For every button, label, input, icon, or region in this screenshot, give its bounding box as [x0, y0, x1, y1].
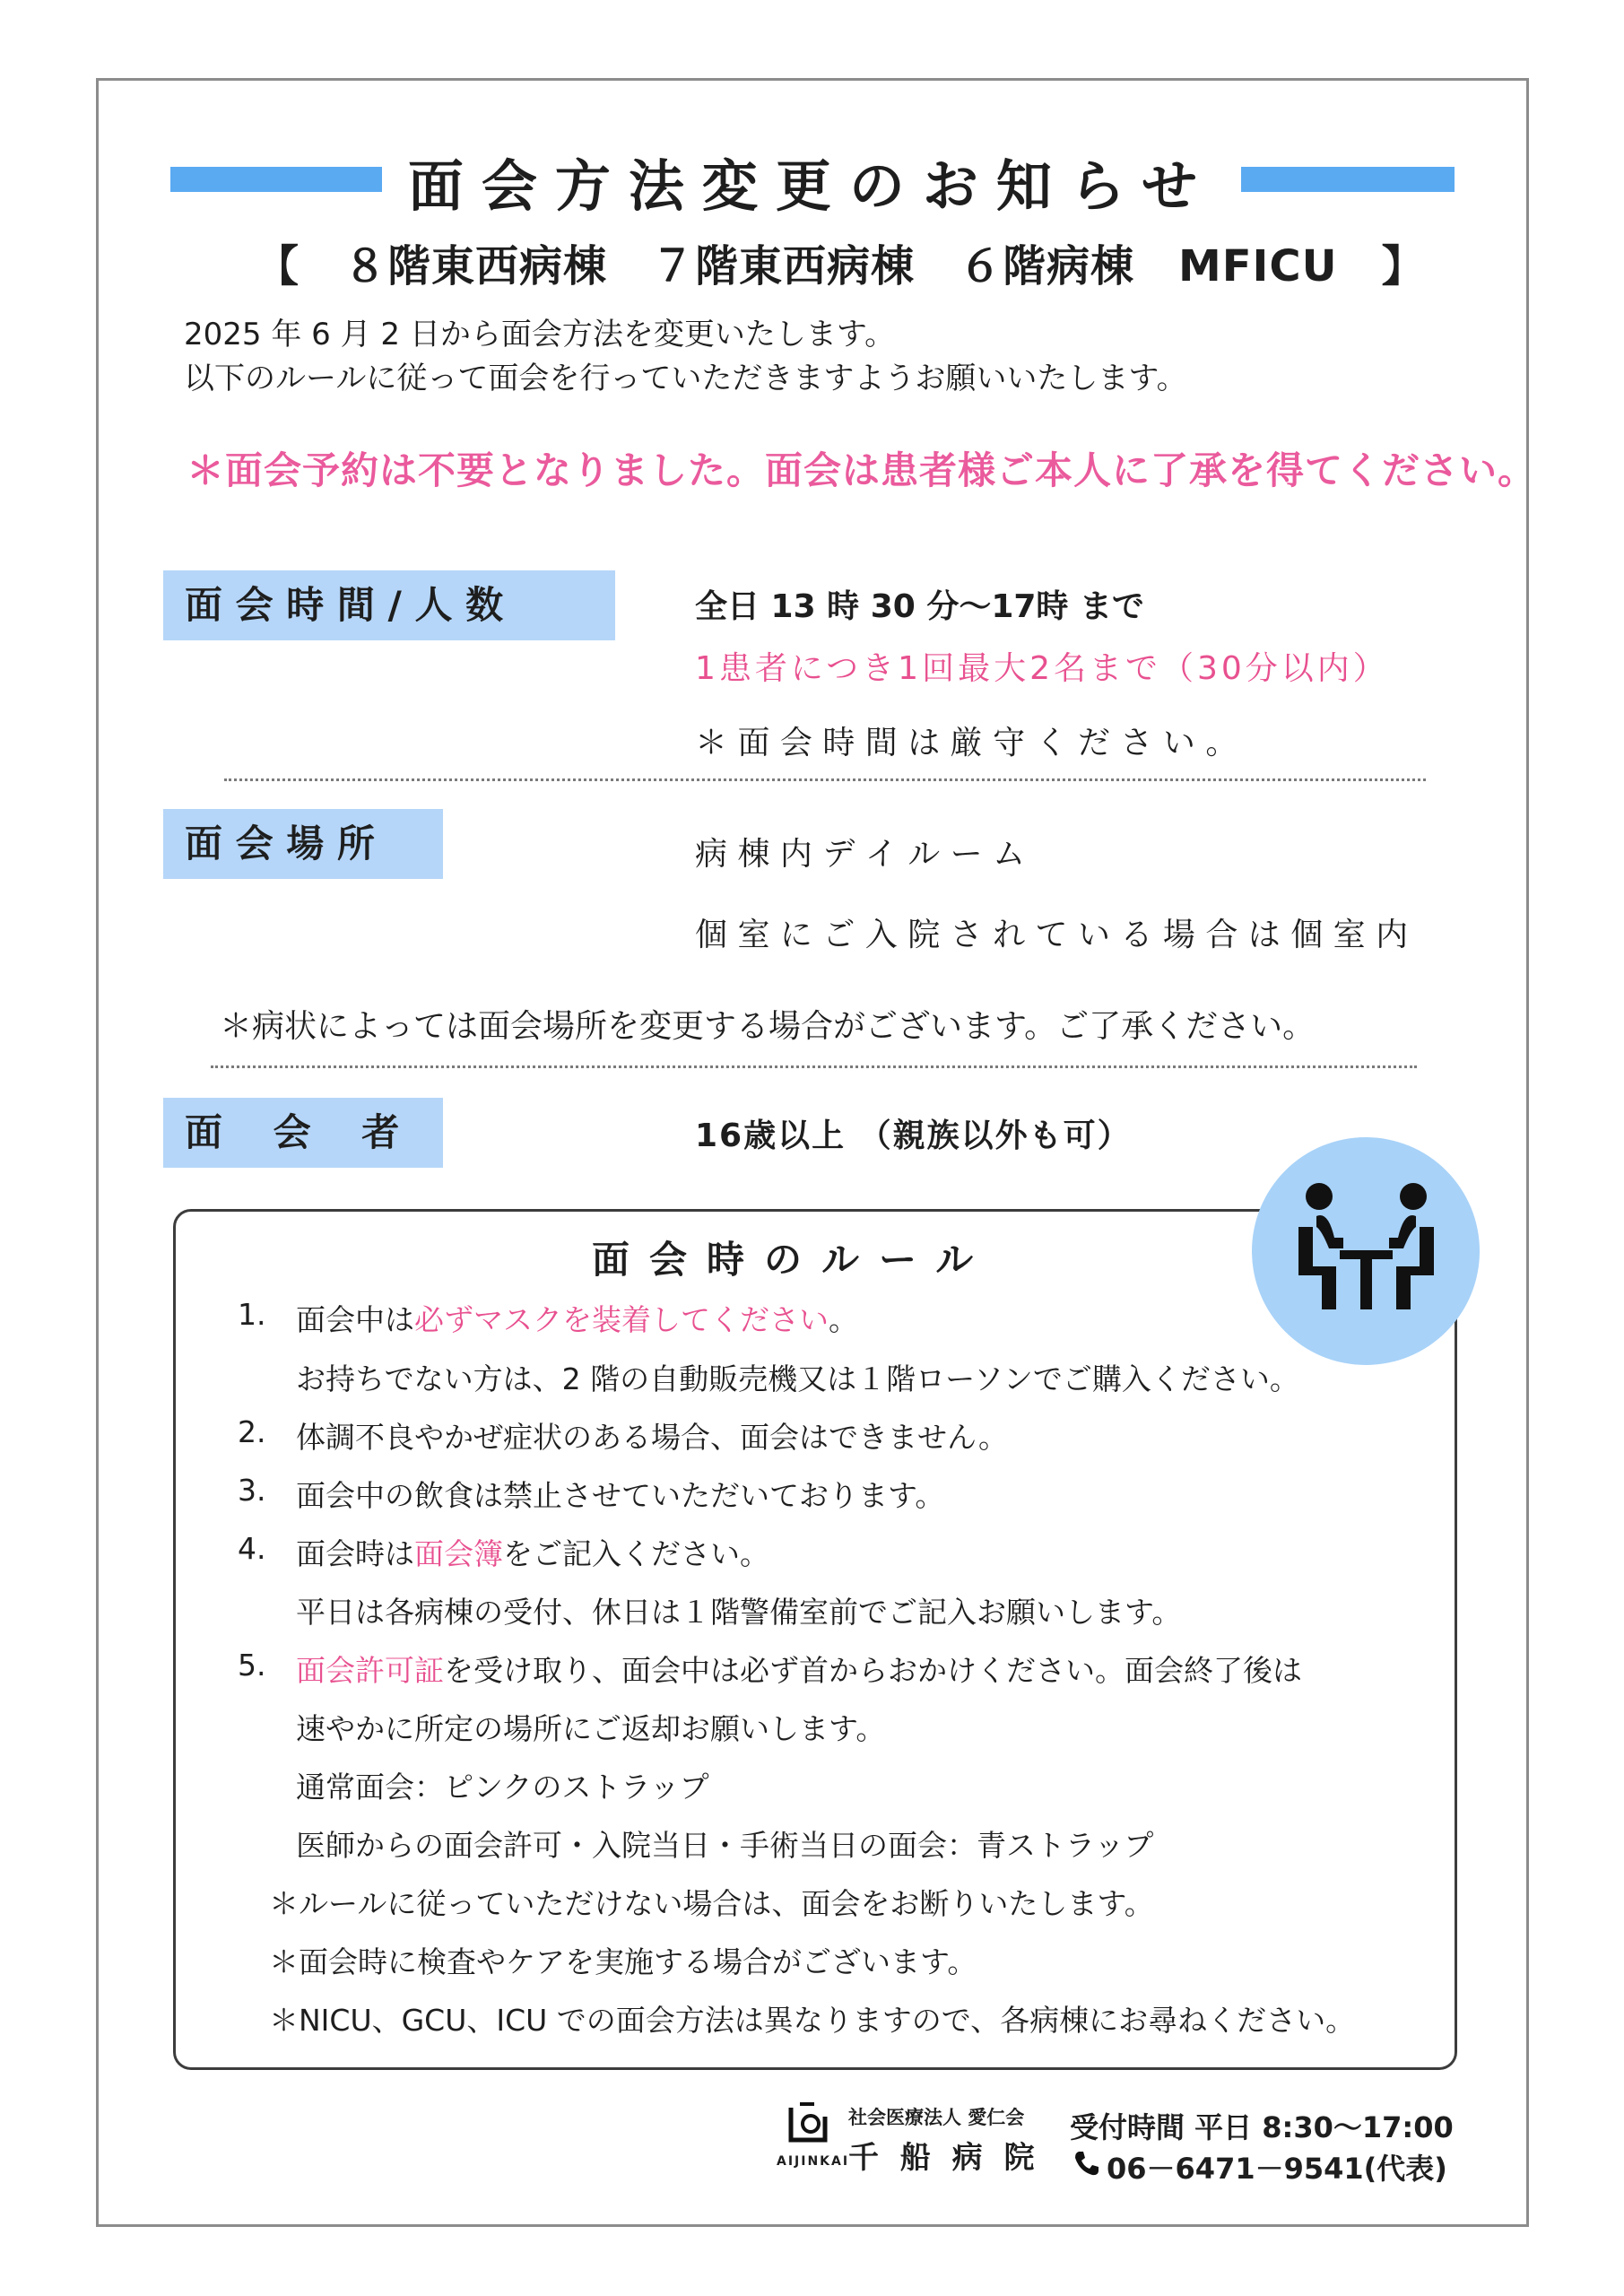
rules-note-2: ＊面会時に検査やケアを実施する場合がございます。: [269, 1944, 977, 1979]
section-label-hours: 面 会 時 間 / 人 数: [163, 570, 615, 640]
rule-3-number: 3.: [238, 1473, 266, 1508]
rules-note-3: ＊NICU、GCU、ICU での面会方法は異なりますので、各病棟にお尋ねください。: [269, 2003, 1356, 2038]
divider-1: [224, 778, 1426, 781]
org-name: 社会医療法人 愛仁会: [848, 2107, 1025, 2128]
section-label-place: 面 会 場 所: [163, 809, 443, 879]
hours-note: ＊ 面 会 時 間 は 厳 守 く だ さ い 。: [695, 725, 1238, 761]
rule-3-text: 面会中の飲食は禁止させていただいております。: [296, 1478, 945, 1513]
rule-1-text: 面会中は必ずマスクを装着してください。: [296, 1302, 858, 1337]
rule-4-text: 面会時は面会簿をご記入ください。: [296, 1536, 769, 1571]
reception-hours: 受付時間 平日 8:30～17:00: [1070, 2110, 1454, 2144]
divider-2: [211, 1065, 1417, 1068]
title-bar-right: [1241, 167, 1455, 192]
rule-5-sub-2: 通常面会：ピンクのストラップ: [296, 1770, 709, 1805]
phone-icon: [1073, 2149, 1101, 2178]
reservation-notice: ＊面会予約は不要となりました。面会は患者様ご本人に了承を得てください。: [187, 448, 1537, 492]
place-note: ＊病状によっては面会場所を変更する場合がございます。ご了承ください。: [220, 1008, 1316, 1045]
rule-5-sub-1: 速やかに所定の場所にご返却お願いします。: [296, 1711, 886, 1746]
aijinkai-logo: [782, 2099, 834, 2151]
rule-2-text: 体調不良やかぜ症状のある場合、面会はできません。: [296, 1420, 1008, 1455]
title-bar-left: [170, 167, 382, 192]
hours-time: 全日 13 時 30 分～17時 まで: [695, 588, 1144, 625]
rules-note-1: ＊ルールに従っていただけない場合は、面会をお断りいたします。: [269, 1886, 1154, 1921]
phone-number: 06－6471－9541(代表): [1107, 2152, 1447, 2186]
rules-title: 面会時のルール: [592, 1238, 994, 1282]
section-label-visitor: 面 会 者: [163, 1098, 443, 1168]
ward-list: 【 ８階東西病棟 ７階東西病棟 ６階病棟 MFICU 】: [256, 241, 1426, 291]
rule-1-sub: お持ちでない方は、2 階の自動販売機又は１階ローソンでご購入ください。: [296, 1361, 1299, 1396]
rule-5-text: 面会許可証を受け取り、面会中は必ず首からおかけください。面会終了後は: [296, 1653, 1302, 1688]
logo-text: AIJINKAI: [777, 2154, 850, 2169]
intro-line-2: 以下のルールに従って面会を行っていただきますようお願いいたします。: [184, 361, 1187, 396]
hours-limit: 1患者につき1回最大2名まで（30分以内）: [695, 650, 1389, 687]
place-line-2: 個 室 に ご 入 院 さ れ て い る 場 合 は 個 室 内: [695, 917, 1409, 953]
rule-4-number: 4.: [238, 1531, 266, 1566]
intro-line-1: 2025 年 6 月 2 日から面会方法を変更いたします。: [184, 317, 896, 352]
meeting-table-icon: [1252, 1137, 1480, 1365]
hospital-name: 千 船 病 院: [848, 2140, 1040, 2176]
place-line-1: 病 棟 内 デ イ ル ー ム: [695, 836, 1026, 873]
visitor-age: 16歳以上 （親族以外も可）: [695, 1118, 1132, 1154]
rule-2-number: 2.: [238, 1414, 266, 1449]
rule-5-number: 5.: [238, 1648, 266, 1683]
rule-1-number: 1.: [238, 1297, 266, 1332]
page-title: 面会方法変更のお知らせ: [407, 153, 1216, 219]
rule-4-sub: 平日は各病棟の受付、休日は１階警備室前でご記入お願いします。: [296, 1595, 1182, 1630]
rule-5-sub-3: 医師からの面会許可・入院当日・手術当日の面会：青ストラップ: [296, 1828, 1154, 1863]
